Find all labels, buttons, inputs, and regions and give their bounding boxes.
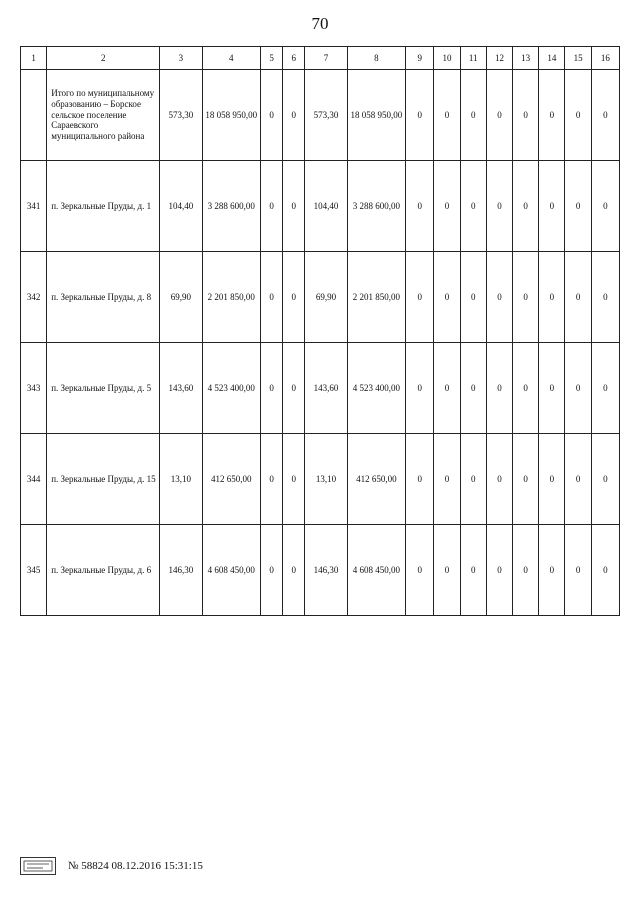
- row-index: 344: [21, 434, 47, 525]
- cell-value: 0: [539, 525, 565, 616]
- cell-value: 0: [460, 161, 486, 252]
- cell-value: 0: [565, 70, 591, 161]
- cell-value: 0: [486, 434, 512, 525]
- column-header: 6: [283, 47, 305, 70]
- cell-area: 146,30: [160, 525, 202, 616]
- housing-program-table: [20, 46, 620, 616]
- row-address: Итого по муниципальному образованию – Борское сельское поселение Сараевского муниципального района: [47, 70, 160, 161]
- cell-value: 0: [460, 525, 486, 616]
- cell-cost: 18 058 950,00: [347, 70, 405, 161]
- cell-cost: 4 608 450,00: [347, 525, 405, 616]
- column-header: 15: [565, 47, 591, 70]
- column-header: 7: [305, 47, 347, 70]
- cell-value: 0: [260, 70, 282, 161]
- page-number: 70: [311, 14, 329, 33]
- cell-value: 0: [486, 161, 512, 252]
- cell-value: 0: [260, 343, 282, 434]
- row-address: п. Зеркальные Пруды, д. 8: [47, 252, 160, 343]
- table-row: [21, 525, 620, 616]
- cell-value: 0: [406, 434, 434, 525]
- cell-value: 0: [539, 343, 565, 434]
- column-header: 13: [513, 47, 539, 70]
- cell-value: 0: [591, 525, 619, 616]
- cell-value: 0: [460, 343, 486, 434]
- document-footer: [20, 857, 620, 875]
- cell-value: 0: [591, 70, 619, 161]
- cell-cost: 2 201 850,00: [202, 252, 260, 343]
- cell-area: 573,30: [305, 70, 347, 161]
- column-header: 8: [347, 47, 405, 70]
- cell-value: 0: [283, 434, 305, 525]
- cell-value: 0: [406, 525, 434, 616]
- cell-value: 0: [283, 161, 305, 252]
- cell-cost: 3 288 600,00: [347, 161, 405, 252]
- cell-value: 0: [565, 252, 591, 343]
- cell-area: 104,40: [305, 161, 347, 252]
- cell-value: 0: [486, 525, 512, 616]
- cell-area: 13,10: [160, 434, 202, 525]
- row-index: 342: [21, 252, 47, 343]
- cell-value: 0: [260, 434, 282, 525]
- cell-value: 0: [565, 434, 591, 525]
- document-registration-reference: № 58824 08.12.2016 15:31:15: [68, 860, 203, 872]
- table-row: [21, 434, 620, 525]
- cell-value: 0: [591, 343, 619, 434]
- cell-value: 0: [406, 343, 434, 434]
- row-index: 343: [21, 343, 47, 434]
- column-header: 16: [591, 47, 619, 70]
- cell-cost: 3 288 600,00: [202, 161, 260, 252]
- cell-value: 0: [406, 70, 434, 161]
- cell-cost: 4 523 400,00: [202, 343, 260, 434]
- cell-value: 0: [434, 343, 460, 434]
- table-row: [21, 343, 620, 434]
- column-header: 10: [434, 47, 460, 70]
- row-index: 345: [21, 525, 47, 616]
- cell-value: 0: [460, 434, 486, 525]
- row-address: п. Зеркальные Пруды, д. 1: [47, 161, 160, 252]
- cell-cost: 18 058 950,00: [202, 70, 260, 161]
- column-header: 14: [539, 47, 565, 70]
- cell-value: 0: [591, 434, 619, 525]
- column-header: 12: [486, 47, 512, 70]
- cell-value: 0: [406, 252, 434, 343]
- cell-value: 0: [539, 161, 565, 252]
- cell-value: 0: [591, 161, 619, 252]
- cell-area: 143,60: [305, 343, 347, 434]
- cell-value: 0: [434, 252, 460, 343]
- cell-area: 146,30: [305, 525, 347, 616]
- column-header: 4: [202, 47, 260, 70]
- cell-value: 0: [513, 70, 539, 161]
- cell-value: 0: [565, 525, 591, 616]
- document-registry-stamp-icon: [20, 857, 56, 875]
- cell-cost: 412 650,00: [202, 434, 260, 525]
- cell-value: 0: [283, 343, 305, 434]
- cell-cost: 4 608 450,00: [202, 525, 260, 616]
- row-address: п. Зеркальные Пруды, д. 15: [47, 434, 160, 525]
- cell-value: 0: [460, 252, 486, 343]
- cell-value: 0: [513, 343, 539, 434]
- row-index: [21, 70, 47, 161]
- cell-value: 0: [486, 252, 512, 343]
- column-header: 2: [47, 47, 160, 70]
- cell-value: 0: [539, 434, 565, 525]
- cell-area: 104,40: [160, 161, 202, 252]
- cell-value: 0: [283, 252, 305, 343]
- cell-area: 69,90: [160, 252, 202, 343]
- cell-value: 0: [283, 525, 305, 616]
- cell-cost: 2 201 850,00: [347, 252, 405, 343]
- cell-area: 143,60: [160, 343, 202, 434]
- cell-value: 0: [513, 161, 539, 252]
- header-row: [21, 47, 620, 70]
- cell-value: 0: [486, 343, 512, 434]
- cell-value: 0: [513, 525, 539, 616]
- cell-value: 0: [513, 434, 539, 525]
- column-header: 5: [260, 47, 282, 70]
- cell-value: 0: [283, 70, 305, 161]
- cell-value: 0: [406, 161, 434, 252]
- cell-value: 0: [565, 161, 591, 252]
- column-header: 9: [406, 47, 434, 70]
- cell-cost: 4 523 400,00: [347, 343, 405, 434]
- cell-value: 0: [260, 525, 282, 616]
- cell-value: 0: [565, 343, 591, 434]
- cell-area: 573,30: [160, 70, 202, 161]
- cell-value: 0: [460, 70, 486, 161]
- cell-value: 0: [591, 252, 619, 343]
- table-row: [21, 161, 620, 252]
- cell-area: 13,10: [305, 434, 347, 525]
- cell-area: 69,90: [305, 252, 347, 343]
- cell-value: 0: [486, 70, 512, 161]
- table-row: [21, 252, 620, 343]
- cell-value: 0: [434, 525, 460, 616]
- table-row-total: [21, 70, 620, 161]
- column-header: 11: [460, 47, 486, 70]
- cell-value: 0: [539, 70, 565, 161]
- row-address: п. Зеркальные Пруды, д. 5: [47, 343, 160, 434]
- cell-value: 0: [434, 161, 460, 252]
- cell-cost: 412 650,00: [347, 434, 405, 525]
- cell-value: 0: [434, 70, 460, 161]
- column-header: 3: [160, 47, 202, 70]
- cell-value: 0: [260, 161, 282, 252]
- stamp-glyph: [23, 860, 53, 872]
- cell-value: 0: [434, 434, 460, 525]
- row-index: 341: [21, 161, 47, 252]
- data-table-container: [20, 46, 620, 616]
- column-header: 1: [21, 47, 47, 70]
- cell-value: 0: [260, 252, 282, 343]
- cell-value: 0: [539, 252, 565, 343]
- row-address: п. Зеркальные Пруды, д. 6: [47, 525, 160, 616]
- cell-value: 0: [513, 252, 539, 343]
